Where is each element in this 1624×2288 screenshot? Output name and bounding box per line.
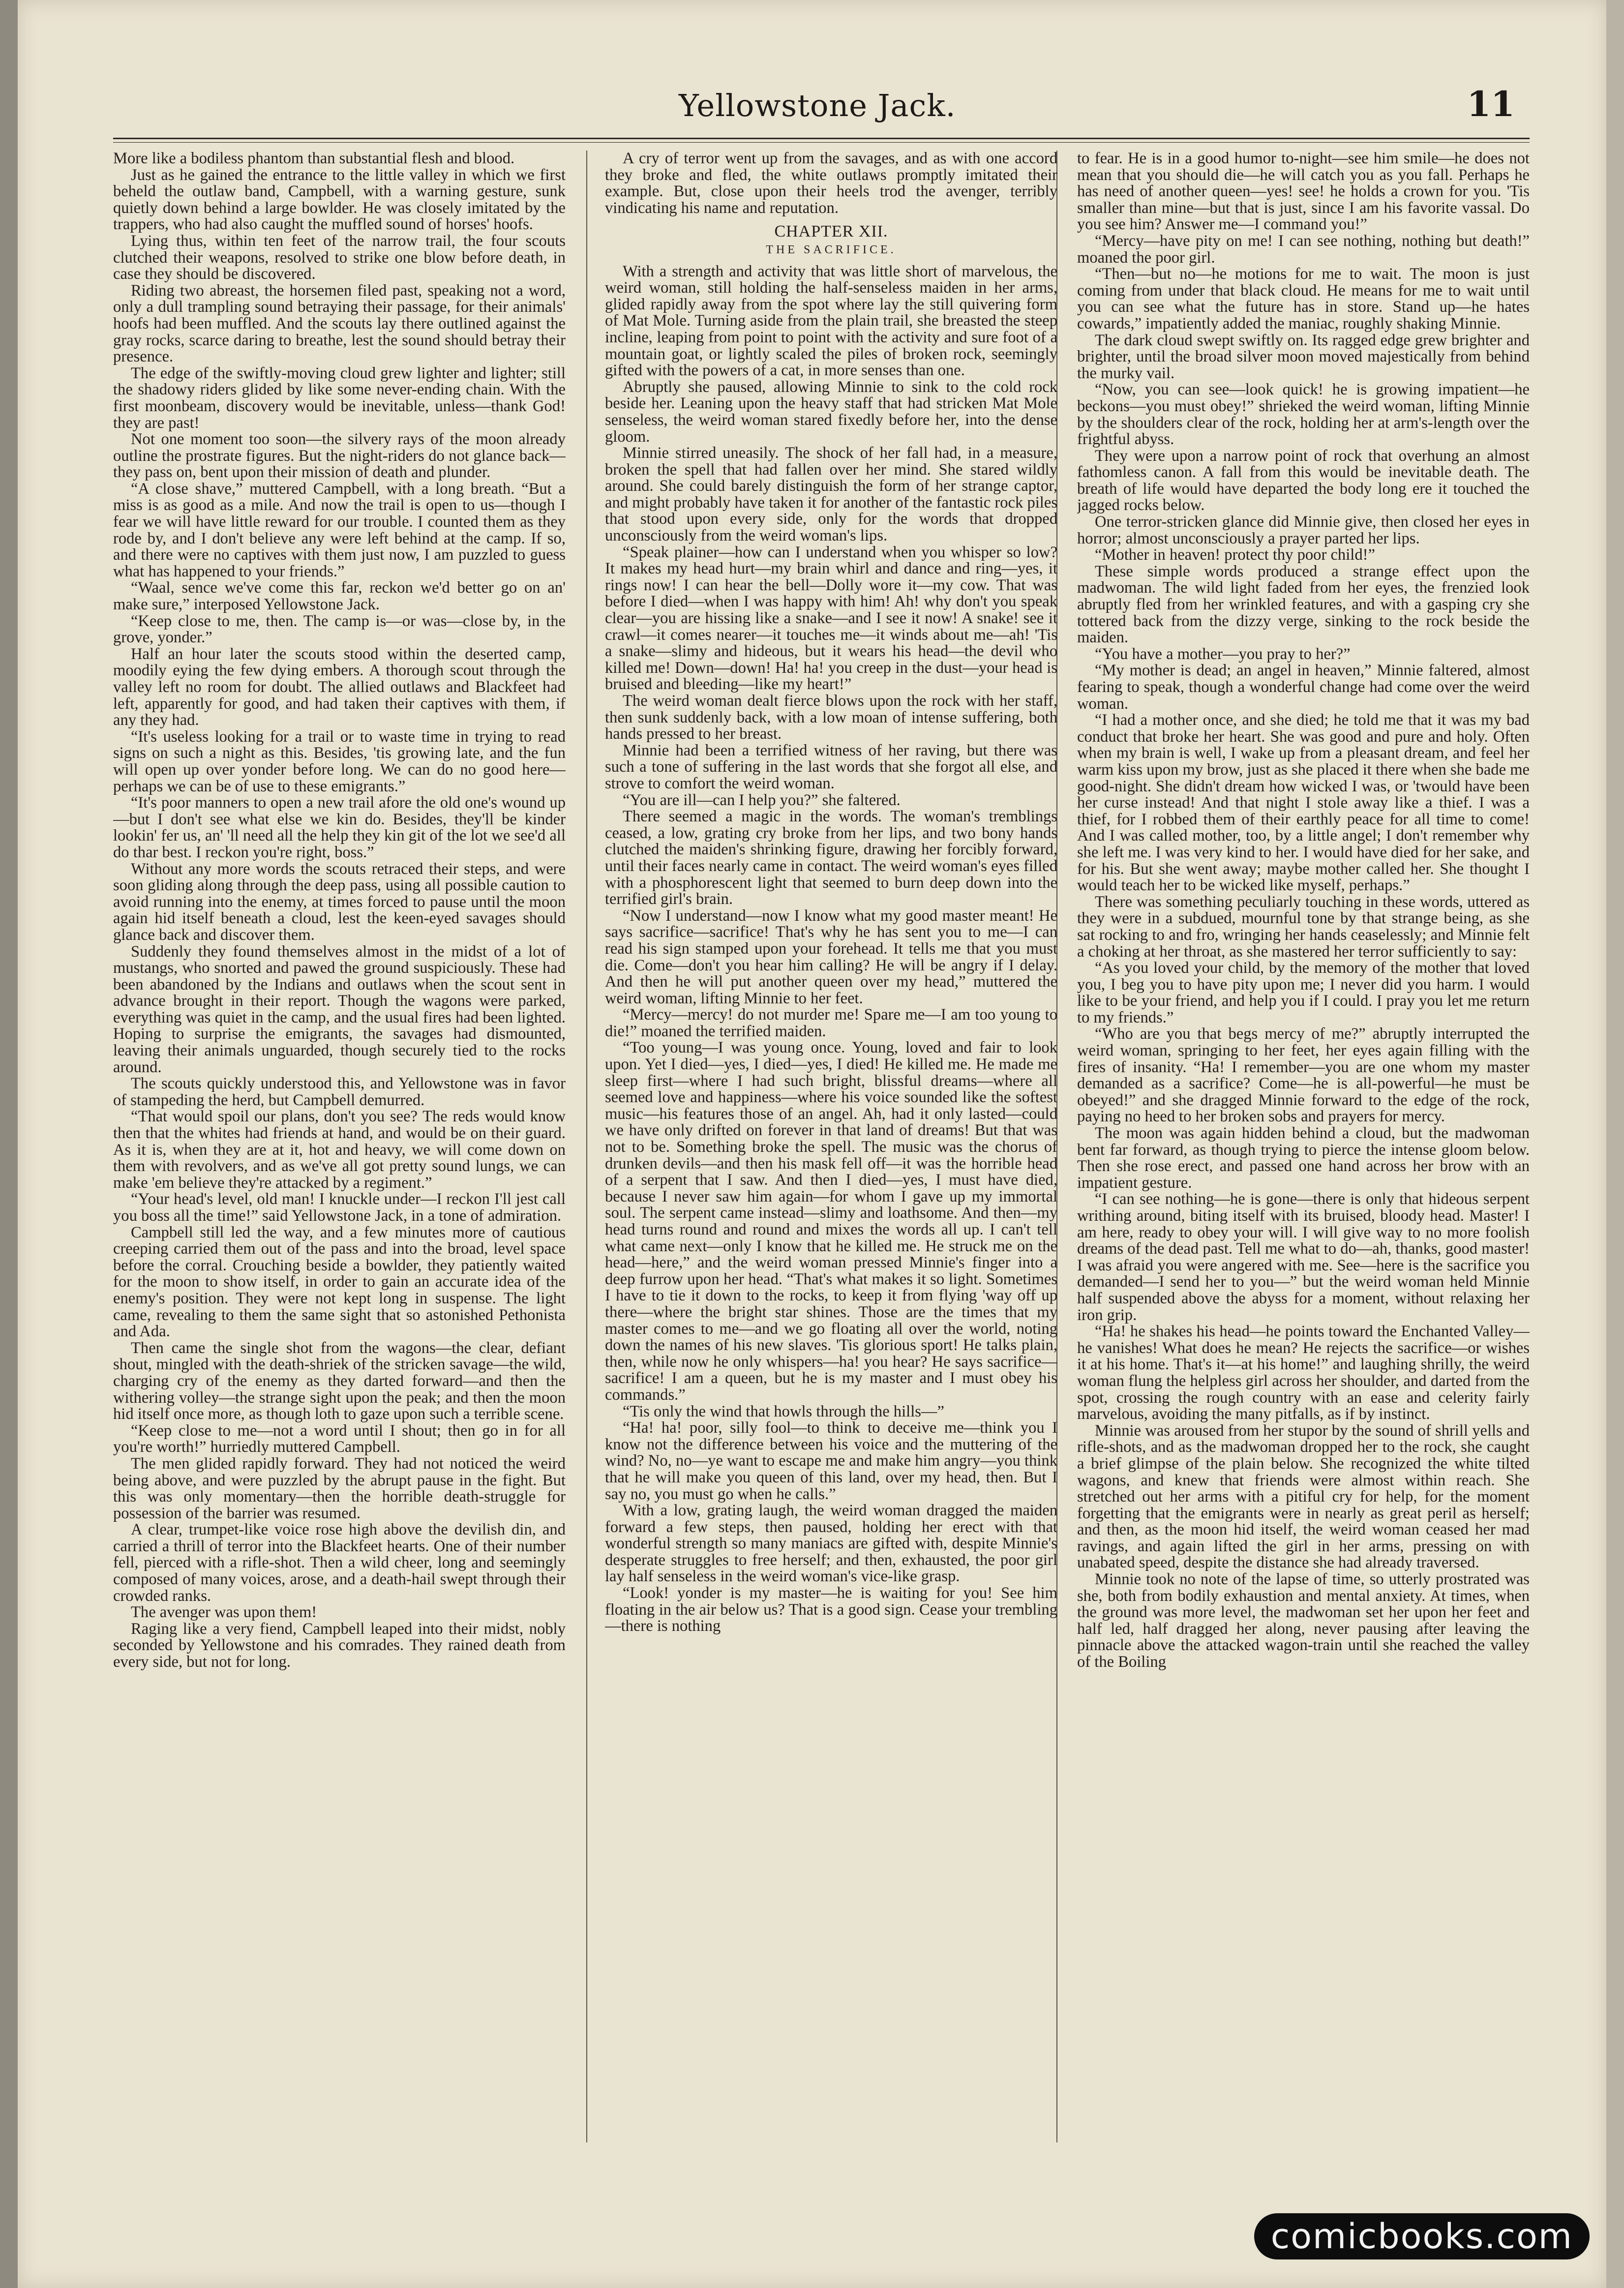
paragraph: “As you loved your child, by the memory of the mother that loved you, I beg you to have pity upon me; I never did you harm. I would like to be your friend, and help you if I could. I pray you let me return to my friends.”	[1077, 959, 1530, 1026]
column-1	[113, 151, 566, 2147]
paragraph: “It's poor manners to open a new trail afore the old one's wound up—but I don't see what else we kin do. Besides, they'll be kinder lookin' fer us, an' 'll need all the help they kin git of the lot we see'd all do thar best. I reckon you're right, boss.”	[113, 794, 566, 861]
paragraph: “Mercy—have pity on me! I can see nothing, nothing but death!” moaned the poor girl.	[1077, 232, 1530, 267]
header-rule	[113, 138, 1530, 143]
paragraph: “Now I understand—now I know what my good master meant! He says sacrifice—sacrifice! That's why he has sent you to me—I can read his sign stamped upon your forehead. It tells me that you must die. Come—don't you hear him calling? He will be angry if I delay. And then he will put another queen over my head,” muttered the weird woman, lifting Minnie to her feet.	[605, 906, 1057, 1007]
paragraph: “That would spoil our plans, don't you see? The reds would know then that the whites had friends at hand, and would be on their guard. As it is, when they are at it, hot and heavy, we will come down on them with revolvers, and as we've all got pretty sound lungs, we can make 'em believe they're attacked by a regiment.”	[113, 1108, 566, 1192]
page-header	[113, 79, 1530, 133]
paragraph: “Now, you can see—look quick! he is growing impatient—he beckons—you must obey!” shrieked the weird woman, lifting Minnie by the shoulders clear of the rock, holding her at arm's-length over the frightful abyss.	[1077, 381, 1530, 449]
paragraph: “You are ill—can I help you?” she faltered.	[623, 791, 901, 809]
paragraph: “Then—but no—he motions for me to wait. The moon is just coming from under that black cloud. He means for me to wait until you can see what the future has in store. Stand up—he hates cowards,” impatiently added the maniac, roughly shaking Minnie.	[1077, 265, 1530, 332]
paragraph: “Keep close to me—not a word until I shout; then go in for all you're worth!” hurriedly muttered Campbell.	[113, 1421, 566, 1456]
paragraph: “Ha! he shakes his head—he points toward the Enchanted Valley—he vanishes! What does he mean? He rejects the sacrifice—or wishes it at his home. That's it—at his home!” and laughing shrilly, the weird woman flung the helpless girl across her shoulder, and darted from the spot, crossing the rough country with an ease and celerity fairly marvelous, avoiding the many pitfalls, as if by instinct.	[1077, 1323, 1530, 1423]
paragraph: Minnie took no note of the lapse of time, so utterly prostrated was she, both from bodily exhaustion and mental anxiety. At times, when the ground was more level, the madwoman set her upon her feet and half led, half dragged her along, never pausing after leaving the pinnacle above the attacked wagon-train until she reached the valley of the Boiling	[1077, 1570, 1530, 1671]
paragraph: Minnie was aroused from her stupor by the sound of shrill yells and rifle-shots, and as the madwoman dropped her to the rock, she caught a brief glimpse of the plain below. She recognized the white tilted wagons, and knew that friends were almost within reach. She stretched out her arms with a pitiful cry for help, for the moment forgetting that the emigrants were in nearly as great peril as herself; and then, as the moon hid itself, the weird woman ceased her mad ravings, and again lifted the girl in her arms, pressing on with unabated speed, despite the distance she had already traversed.	[1077, 1421, 1530, 1572]
paragraph: Minnie stirred uneasily. The shock of her fall had, in a measure, broken the spell that had fallen over her mind. She stared wildly around. She could barely distinguish the form of her strange captor, and might probably have taken it for another of the fantastic rock piles that stood upon every side, only for the words that dropped unconsciously from the weird woman's lips.	[605, 444, 1057, 545]
paragraph: The dark cloud swept swiftly on. Its ragged edge grew brighter and brighter, until the broad silver moon moved majestically from behind the murky vail.	[1077, 331, 1530, 382]
paragraph: The edge of the swiftly-moving cloud grew lighter and lighter; still the shadowy riders glided by like some never-ending chain. With the first moonbeam, discovery would be inevitable, unless—thank God! they are past!	[113, 364, 566, 432]
text-columns	[113, 151, 1530, 2147]
paragraph: “My mother is dead; an angel in heaven,” Minnie faltered, almost fearing to speak, though a wonderful change had come over the weird woman.	[1077, 662, 1530, 713]
paragraph: More like a bodiless phantom than substantial flesh and blood.	[113, 151, 515, 167]
paragraph: “Mercy—mercy! do not murder me! Spare me—I am too young to die!” moaned the terrified maiden.	[605, 1006, 1057, 1040]
paragraph: Then came the single shot from the wagons—the clear, defiant shout, mingled with the death-shriek of the stricken savage—the wild, charging cry of the enemy as they darted forward—and then the withering volley—the strange sight upon the peak; and then the moon hid itself once more, as though loth to gaze upon such a terrible scene.	[113, 1339, 566, 1423]
paragraph: “Look! yonder is my master—he is waiting for you! See him floating in the air below us? That is a good sign. Cease your trembling—there is nothing	[605, 1584, 1057, 1635]
paragraph: “I had a mother once, and she died; he told me that it was my bad conduct that broke her heart. She was good and pure and holy. Often when my brain is well, I wake up from a pleasant dream, and feel her warm kiss upon my brow, just as she placed it there when she bade me good-night. She didn't dream how wicked I was, or 'twould have been her curse instead! And that night I stole away like a thief. I was a thief, for I robbed them of their earthly peace for all time to come! And I was called mother, too, by a little angel; I don't remember why she left me. I was very kind to her. I would have died for her sake, and for his. But she went away; maybe mother called her. She thought I would teach her to be wicked like myself, perhaps.”	[1077, 711, 1530, 895]
paragraph: A cry of terror went up from the savages, and as with one accord they broke and fled, the white outlaws promptly imitated their example. But, close upon their heels trod the avenger, terribly vindicating his name and reputation.	[605, 151, 1057, 217]
paragraph: The moon was again hidden behind a cloud, but the madwoman bent far forward, as though trying to pierce the intense gloom below. Then she rose erect, and passed one hand across her brow with an impatient gesture.	[1077, 1124, 1530, 1192]
column-3	[1077, 151, 1530, 2147]
paragraph: “Your head's level, old man! I knuckle under—I reckon I'll jest call you boss all the time!” said Yellowstone Jack, in a tone of admiration.	[113, 1190, 566, 1225]
paragraph: There seemed a magic in the words. The woman's tremblings ceased, a low, grating cry broke from her lips, and two bony hands clutched the maiden's shrinking figure, drawing her forcibly forward, until their faces nearly came in contact. The weird woman's eyes filled with a phosphorescent light that seemed to burn deep down into the terrified girl's brain.	[605, 808, 1057, 908]
paragraph: “Speak plainer—how can I understand when you whisper so low? It makes my head hurt—my brain whirl and dance and ring—yes, it rings now! I can hear the bell—Dolly wore it—my cow. That was before I died—when I was happy with him! Ah! why don't you speak clear—you are hissing like a snake—and I see it now! A snake! see it crawl—it comes nearer—it touches me—it winds about me—ah! 'Tis a snake—slimy and hideous, but it wears his head—the devil who killed me! Down—down! Ha! ha! you creep in the dust—your head is bruised and bleeding—like my heart!”	[605, 543, 1057, 693]
chapter-heading: CHAPTER XII.	[774, 222, 888, 241]
page-number: 11	[1467, 84, 1515, 124]
paragraph: “Ha! ha! poor, silly fool—to think to deceive me—think you I know not the difference between his voice and the muttering of the wind? No, no—ye want to escape me and make him angry—you think that he will make you queen of this land, over my head, then. But I say no, you must go when he calls.”	[605, 1419, 1057, 1503]
paragraph: With a strength and activity that was little short of marvelous, the weird woman, still holding the half-senseless maiden in her arms, glided rapidly away from the spot where lay the still quivering form of Mat Mole. Turning aside from the plain trail, she breasted the steep incline, leaping from point to point with the activity and sure foot of a mountain goat, or lightly scaled the piles of broken rock, seemingly gifted with the powers of a cat, in more senses than one.	[605, 262, 1057, 380]
paragraph: Riding two abreast, the horsemen filed past, speaking not a word, only a dull trampling sound betraying their passage, for their animals' hoofs had been muffled. And the scouts lay there outlined against the gray rocks, scarce daring to breathe, lest the sound should betray their presence.	[113, 281, 566, 366]
paragraph: Lying thus, within ten feet of the narrow trail, the four scouts clutched their weapons, resolved to strike one blow before death, in case they should be discovered.	[113, 232, 566, 283]
paragraph: Just as he gained the entrance to the little valley in which we first beheld the outlaw band, Campbell, with a warning gesture, sunk quietly down behind a large bowlder. He was closely imitated by the trappers, who had also caught the muffled sound of horses' hoofs.	[113, 166, 566, 234]
paragraph: Campbell still led the way, and a few minutes more of cautious creeping carried them out of the pass and into the broad, level space before the corral. Crouching beside a bowlder, they patiently waited for the moon to show itself, in order to gain an accurate idea of the enemy's position. They were not kept long in suspense. The light came, revealing to them the same sight that so astonished Pethonista and Ada.	[113, 1223, 566, 1341]
paragraph: Minnie had been a terrified witness of her raving, but there was such a tone of suffering in the last words that she forgot all else, and strove to comfort the weird woman.	[605, 741, 1057, 792]
paragraph: There was something peculiarly touching in these words, uttered as they were in a subdued, mournful tone by that strange being, as she sat rocking to and fro, wringing her hands ceaselessly; and Minnie felt a choking at her throat, as she mastered her terror sufficiently to say:	[1077, 893, 1530, 961]
paragraph: Without any more words the scouts retraced their steps, and were soon gliding along through the deep pass, using all possible caution to avoid running into the enemy, at times forced to pause until the moon again hid itself beneath a cloud, lest the keen-eyed savages should glance back and discover them.	[113, 860, 566, 944]
paragraph: “Waal, sence we've come this far, reckon we'd better go on an' make sure,” interposed Yellowstone Jack.	[113, 579, 566, 614]
paragraph: The weird woman dealt fierce blows upon the rock with her staff, then sunk suddenly back, with a low moan of intense suffering, both hands pressed to her breast.	[605, 692, 1057, 743]
paragraph: “Who are you that begs mercy of me?” abruptly interrupted the weird woman, springing to her feet, her eyes again filling with the fires of insanity. “Ha! I remember—you are one whom my master demanded as a sacrifice? Come—he is all-powerful—he must be obeyed!” and she dragged Minnie forward to the edge of the rock, paying no heed to her broken sobs and prayers for mercy.	[1077, 1025, 1530, 1126]
paragraph: “Tis only the wind that howls through the hills—”	[623, 1402, 944, 1420]
paragraph: “You have a mother—you pray to her?”	[1095, 645, 1351, 663]
paragraph: The men glided rapidly forward. They had not noticed the weird being above, and were puzzled by the abrupt pause in the fight. But this was only momentary—then the horrible death-struggle for possession of the barrier was resumed.	[113, 1454, 566, 1522]
paragraph: “Keep close to me, then. The camp is—or was—close by, in the grove, yonder.”	[113, 612, 566, 647]
paragraph: The scouts quickly understood this, and Yellowstone was in favor of stampeding the herd, but Campbell demurred.	[113, 1075, 566, 1109]
paragraph: Abruptly she paused, allowing Minnie to sink to the cold rock beside her. Leaning upon the heavy staff that had stricken Mat Mole senseless, the weird woman stared fixedly before her, into the dense gloom.	[605, 378, 1057, 446]
paragraph: One terror-stricken glance did Minnie give, then closed her eyes in horror; almost unconsciously a prayer parted her lips.	[1077, 513, 1530, 547]
paragraph: These simple words produced a strange effect upon the madwoman. The wild light faded from her eyes, the frenzied look abruptly fled from her wrinkled features, and with a gasping cry she tottered back from the dizzy verge, sinking to the rock beside the maiden.	[1077, 562, 1530, 647]
paragraph: “A close shave,” muttered Campbell, with a long breath. “But a miss is as good as a mile. And now the trail is open to us—though I fear we will have little reward for our trouble. I counted them as they rode by, and I don't believe any were left behind at the camp. If so, and there were no captives with them just now, I am puzzled to guess what has happened to your friends.”	[113, 480, 566, 580]
paragraph: Not one moment too soon—the silvery rays of the moon already outline the prostrate figures. But the night-riders do not glance back—they pass on, bent upon their mission of death and plunder.	[113, 430, 566, 482]
paragraph: The avenger was upon them!	[131, 1603, 317, 1622]
paragraph: With a low, grating laugh, the weird woman dragged the maiden forward a few steps, then paused, holding her erect with that wonderful strength so many maniacs are gifted with, despite Minnie's desperate struggles to free herself; and then, exhausted, the poor girl lay half senseless in the weird woman's vice-like grasp.	[605, 1502, 1057, 1586]
running-title: Yellowstone Jack.	[679, 88, 956, 123]
paragraph: “I can see nothing—he is gone—there is only that hideous serpent writhing around, biting itself with its bruised, bloody head. Master! I am here, ready to obey your will. I will give way to no more foolish dreams of the dead past. Tell me what to do—ah, thanks, good master! I was afraid you were angered with me. See—here is the sacrifice you demanded—I send her to you—” but the weird woman held Minnie half suspended above the abyss for a moment, without relaxing her iron grip.	[1077, 1190, 1530, 1324]
paragraph: “Mother in heaven! protect thy poor child!”	[1095, 546, 1375, 564]
paragraph: Half an hour later the scouts stood within the deserted camp, moodily eying the few dying embers. A thorough scout through the valley left no room for doubt. The allied outlaws and Blackfeet had left, apparently for good, and had taken their captives with them, if any they had.	[113, 645, 566, 729]
paragraph: to fear. He is in a good humor to-night—see him smile—he does not mean that you should die—he will catch you as you fall. Perhaps he has need of another queen—yes! see! he holds a crown for you. 'Tis smaller than mine—but that is just, since I am his favorite vassal. Do you see him? Answer me—I command you!”	[1077, 151, 1530, 234]
paragraph: Raging like a very fiend, Campbell leaped into their midst, nobly seconded by Yellowstone and his comrades. They rained death from every side, but not for long.	[113, 1620, 566, 1671]
column-2	[605, 151, 1057, 2147]
paragraph: “It's useless looking for a trail or to waste time in trying to read signs on such a night as this. Besides, 'tis growing late, and the fun will open up over yonder before long. We can do no good here—perhaps we can be of use to these emigrants.”	[113, 727, 566, 795]
paragraph: “Too young—I was young once. Young, loved and fair to look upon. Yet I died—yes, I died—yes, I died! He killed me. He made me sleep first—where I had such bright, blissful dreams—where all seemed love and happiness—where his voice sounded like the softest music—his features those of an angel. Ah, had it only lasted—could we have only drifted on forever in that land of dreams! But that was not to be. Something broke the spell. The music was the chorus of drunken devils—and then his mask fell off—it was the horrible head of a serpent that I saw. And then I died—yes, I must have died, because I never saw him again—for whom I gave up my immortal soul. The serpent came instead—slimy and loathsome. And then—my head turns round and round and mixes the words all up. I can't tell what came next—only I know that he killed me. He struck me on the head—here,” and the weird woman pressed Minnie's finger into a deep furrow upon her head. “That's what makes it so light. Sometimes I have to tie it down to the rocks, to keep it from flying 'way off up there—where the bright star shines. Those are the times that my master comes to me—and we go floating all over the world, noting down the names of his new slaves. 'Tis glorious sport! He talks plain, then, while now he only whispers—ha! you hear? He says sacrifice—sacrifice! I am a queen, but he is my master and I must obey his commands.”	[605, 1039, 1057, 1404]
paragraph: They were upon a narrow point of rock that overhung an almost fathomless canon. A fall from this would be inevitable death. The breath of life would have departed the body long ere it touched the jagged rocks below.	[1077, 447, 1530, 514]
paragraph: Suddenly they found themselves almost in the midst of a lot of mustangs, who snorted and pawed the ground suspiciously. These had been abandoned by the Indians and outlaws when the scout sent in advance brought in their report. Though the wagons were parked, everything was quiet in the camp, and the usual fires had been lighted. Hoping to surprise the emigrants, the savages had dismounted, leaving their animals unguarded, though securely tied to the rocks around.	[113, 942, 566, 1076]
chapter-subtitle: THE SACRIFICE.	[766, 243, 897, 256]
paragraph: A clear, trumpet-like voice rose high above the devilish din, and carried a thrill of terror into the Blackfeet hearts. One of their number fell, pierced with a rifle-shot. Then a wild cheer, long and seemingly composed of many voices, arose, and a death-hail swept through their crowded ranks.	[113, 1521, 566, 1605]
site-watermark: comicbooks.com	[1254, 2213, 1590, 2259]
binding-edge	[0, 0, 18, 2288]
